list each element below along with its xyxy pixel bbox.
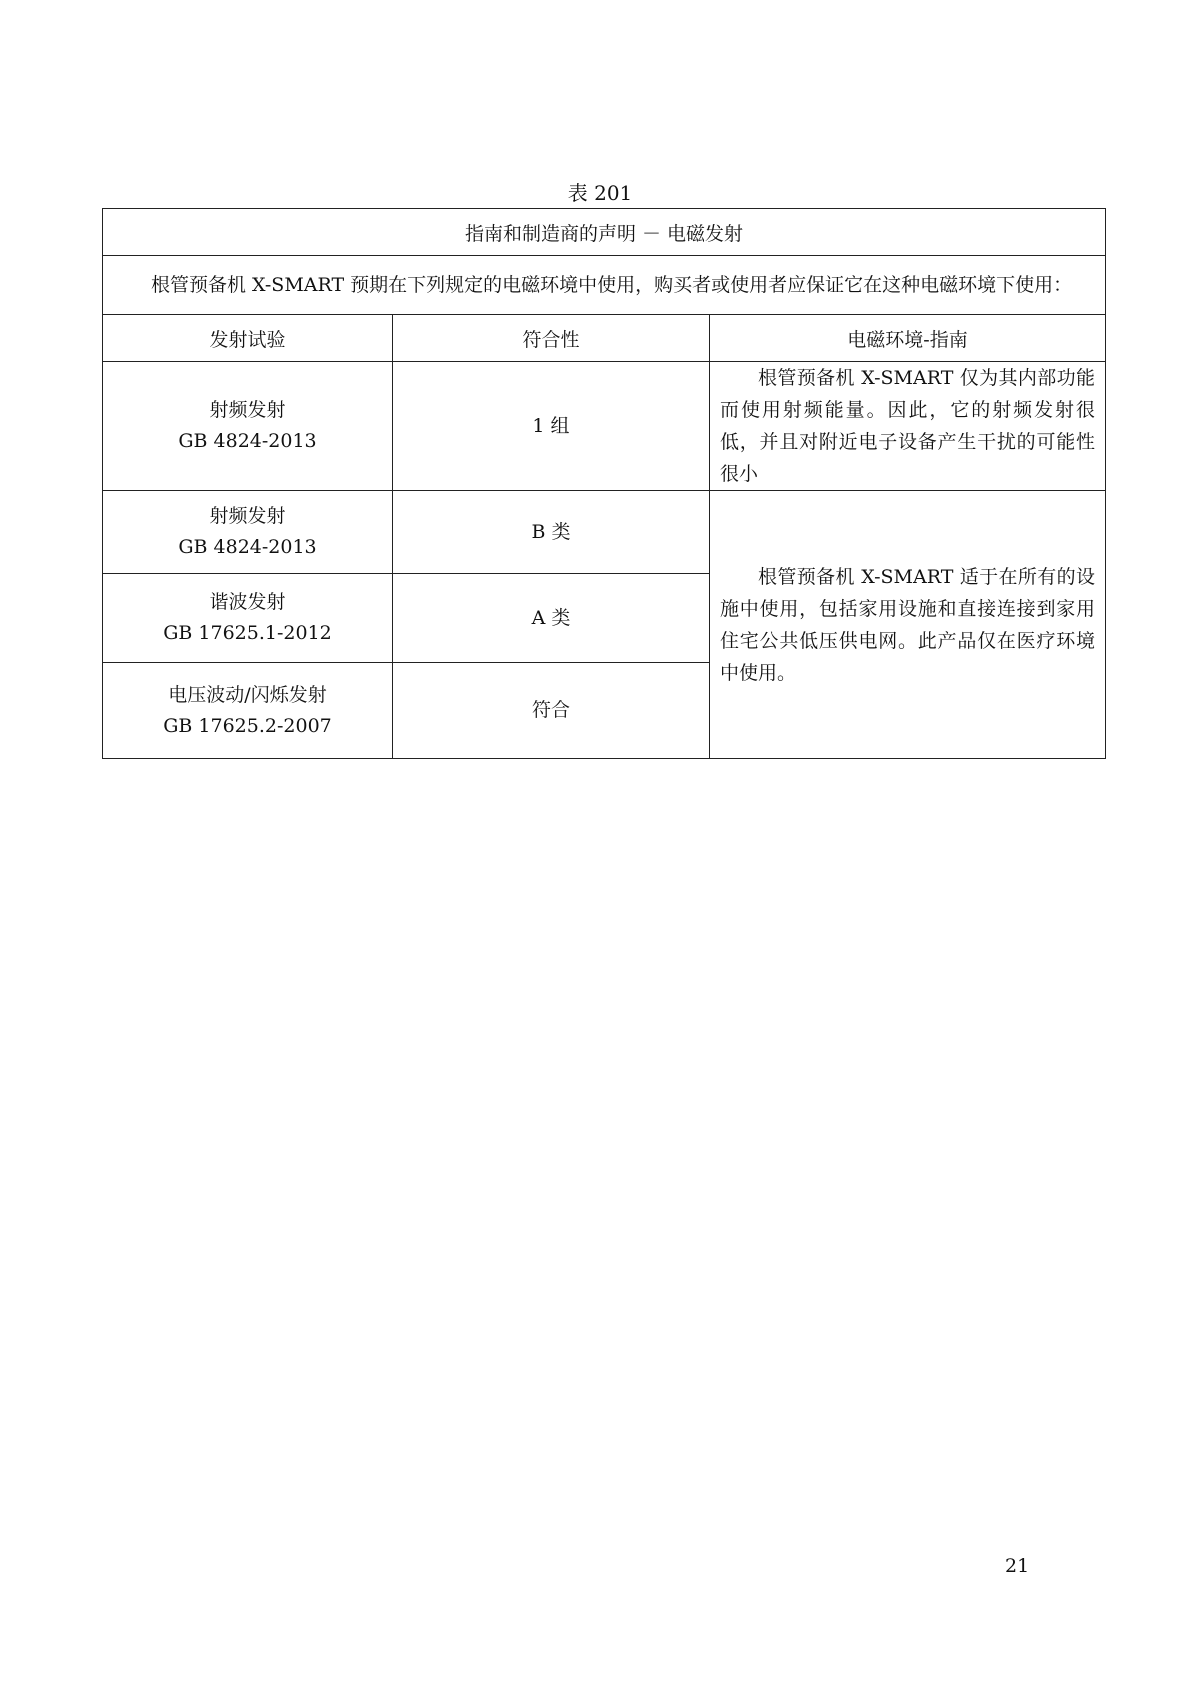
table-row — [103, 491, 1106, 574]
test-standard: GB 17625.2-2007 — [163, 714, 332, 737]
compliance-cell: 1 组 — [393, 362, 710, 491]
emission-test-cell — [103, 491, 393, 574]
table-row — [103, 362, 1106, 491]
emission-test-cell — [103, 574, 393, 663]
guidance-cell: 根管预备机 X-SMART 仅为其内部功能而使用射频能量。因此，它的射频发射很低，并且对附近电子设备产生干扰的可能性很小 — [710, 362, 1106, 491]
compliance-cell: B 类 — [393, 491, 710, 574]
emission-test-cell — [103, 663, 393, 759]
table-caption: 表 201 — [567, 181, 633, 205]
compliance-cell: 符合 — [393, 663, 710, 759]
test-name: 电压波动/闪烁发射 — [168, 683, 327, 706]
header-compliance: 符合性 — [393, 315, 710, 362]
header-emission-test: 发射试验 — [103, 315, 393, 362]
table-intro: 根管预备机 X-SMART 预期在下列规定的电磁环境中使用，购买者或使用者应保证它在这种电磁环境下使用： — [103, 256, 1106, 315]
header-guidance: 电磁环境-指南 — [710, 315, 1106, 362]
page-number: 21 — [1005, 1555, 1030, 1577]
test-standard: GB 17625.1-2012 — [163, 622, 332, 644]
test-name: 射频发射 — [209, 505, 286, 527]
test-standard: GB 4824-2013 — [178, 536, 317, 558]
emission-test-cell — [103, 362, 393, 491]
compliance-cell: A 类 — [393, 574, 710, 663]
test-name: 谐波发射 — [209, 591, 286, 613]
test-standard: GB 4824-2013 — [178, 430, 317, 452]
guidance-cell: 根管预备机 X-SMART 适于在所有的设施中使用，包括家用设施和直接连接到家用住宅公共低压供电网。此产品仅在医疗环境中使用。 — [710, 491, 1106, 759]
emission-table — [102, 208, 1106, 759]
test-name: 射频发射 — [209, 399, 286, 421]
table-title: 指南和制造商的声明 － 电磁发射 — [103, 209, 1106, 256]
header-row — [103, 315, 1106, 362]
